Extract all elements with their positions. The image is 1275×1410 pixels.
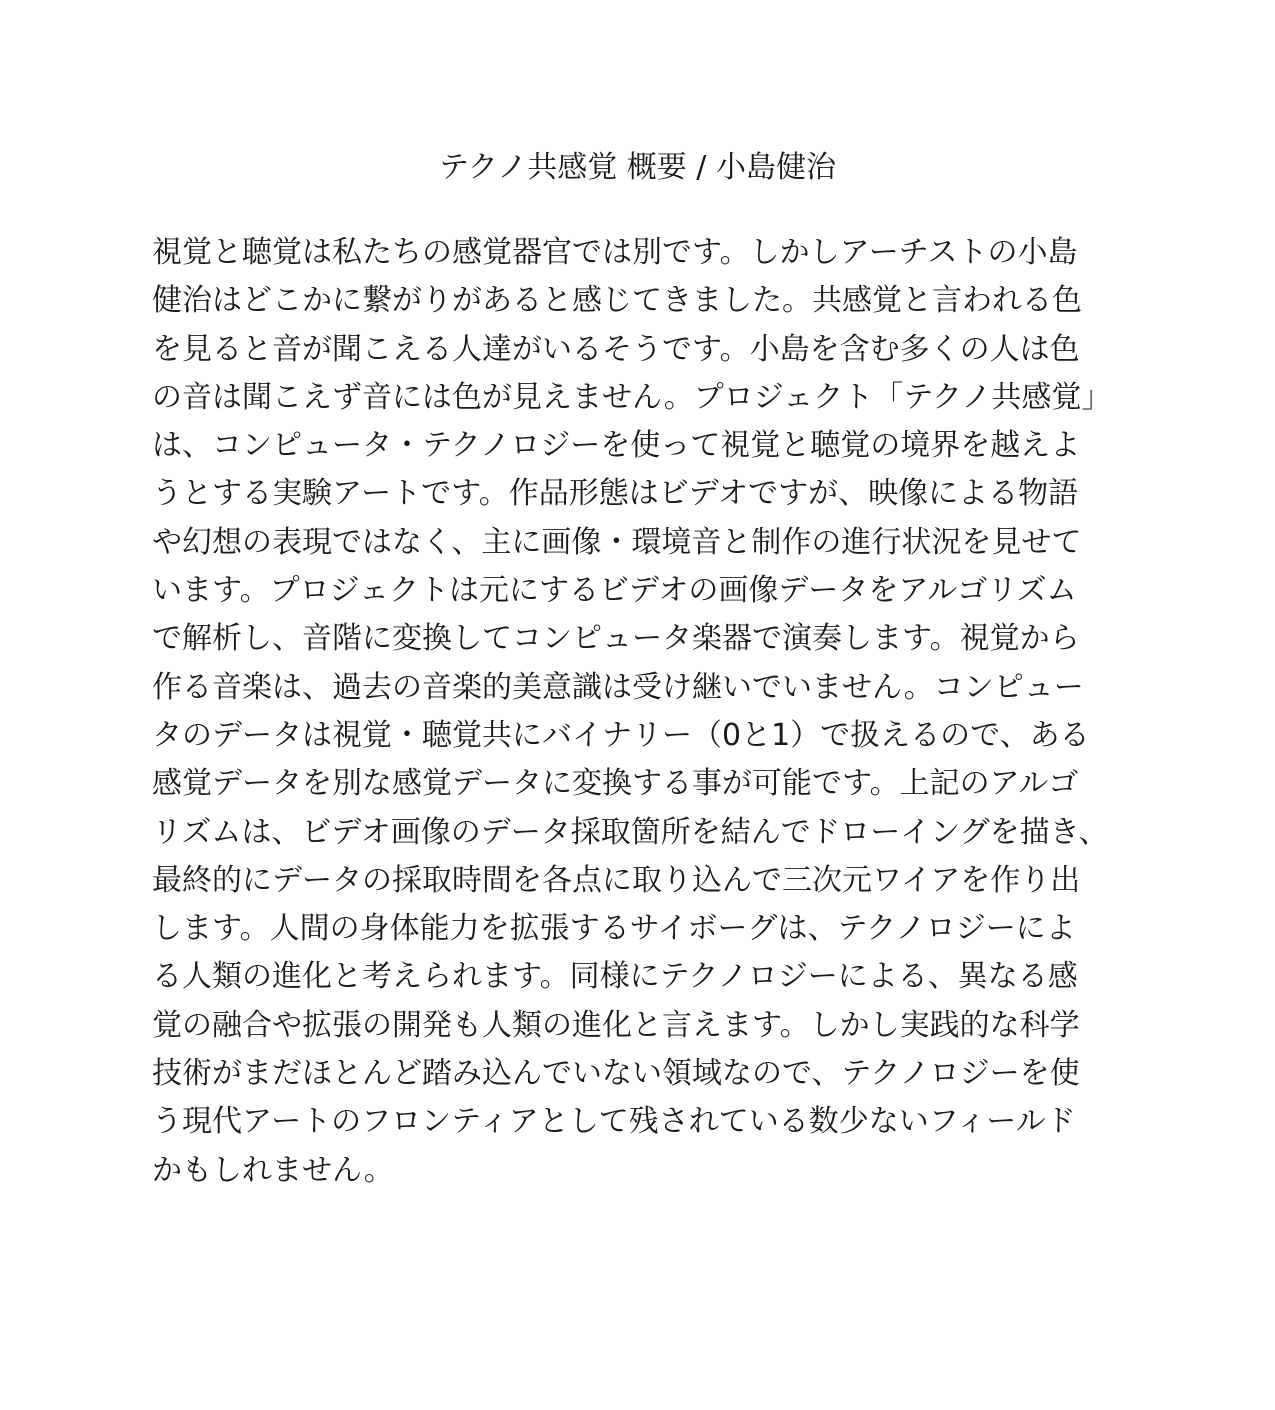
body-line: を見ると音が聞こえる人達がいるそうです。小島を含む多くの人は色 (152, 331, 1080, 367)
body-line: る人類の進化と考えられます。同様にテクノロジーによる、異なる感 (152, 959, 1078, 995)
body-line: う現代アートのフロンティアとして残されている数少ないフィールド (152, 1104, 1076, 1140)
body-line: タのデータは視覚・聴覚共にバイナリー（0と1）で扱えるので、ある (152, 717, 1090, 753)
body-line: います。プロジェクトは元にするビデオの画像データをアルゴリズム (152, 573, 1077, 609)
body-line: の音は聞こえず音には色が見えません。プロジェクト「テクノ共感覚」 (152, 379, 1112, 415)
body-line: で解析し、音階に変換してコンピュータ楽器で演奏します。視覚から (152, 621, 1080, 657)
body-line: かもしれません。 (152, 1152, 394, 1188)
document-title: テクノ共感覚 概要 / 小島健治 (439, 150, 836, 185)
document-body (152, 229, 1132, 1195)
body-line: 技術がまだほとんど踏み込んでいない領域なので、テクノロジーを使 (152, 1056, 1080, 1092)
body-line: 視覚と聴覚は私たちの感覚器官では別です。しかしアーチストの小島 (152, 235, 1078, 270)
body-line: 健治はどこかに繋がりがあると感じてきました。共感覚と言われる色 (152, 283, 1082, 319)
body-line: うとする実験アートです。作品形態はビデオですが、映像による物語 (152, 476, 1079, 512)
body-line: は、コンピュータ・テクノロジーを使って視覚と聴覚の境界を越えよ (152, 428, 1081, 464)
body-line: 覚の融合や拡張の開発も人類の進化と言えます。しかし実践的な科学 (152, 1007, 1080, 1043)
body-line: します。人間の身体能力を拡張するサイボーグは、テクノロジーによ (152, 911, 1076, 947)
body-line: 感覚データを別な感覚データに変換する事が可能です。上記のアルゴ (152, 766, 1079, 802)
body-line: や幻想の表現ではなく、主に画像・環境音と制作の進行状況を見せて (152, 524, 1082, 560)
body-line: 作る音楽は、過去の音楽的美意識は受け継いでいません。コンピュー (152, 669, 1084, 705)
body-line: リズムは、ビデオ画像のデータ採取箇所を結んでドローイングを描き、 (152, 814, 1109, 850)
body-line: 最終的にデータの採取時間を各点に取り込んで三次元ワイアを作り出 (152, 862, 1081, 898)
